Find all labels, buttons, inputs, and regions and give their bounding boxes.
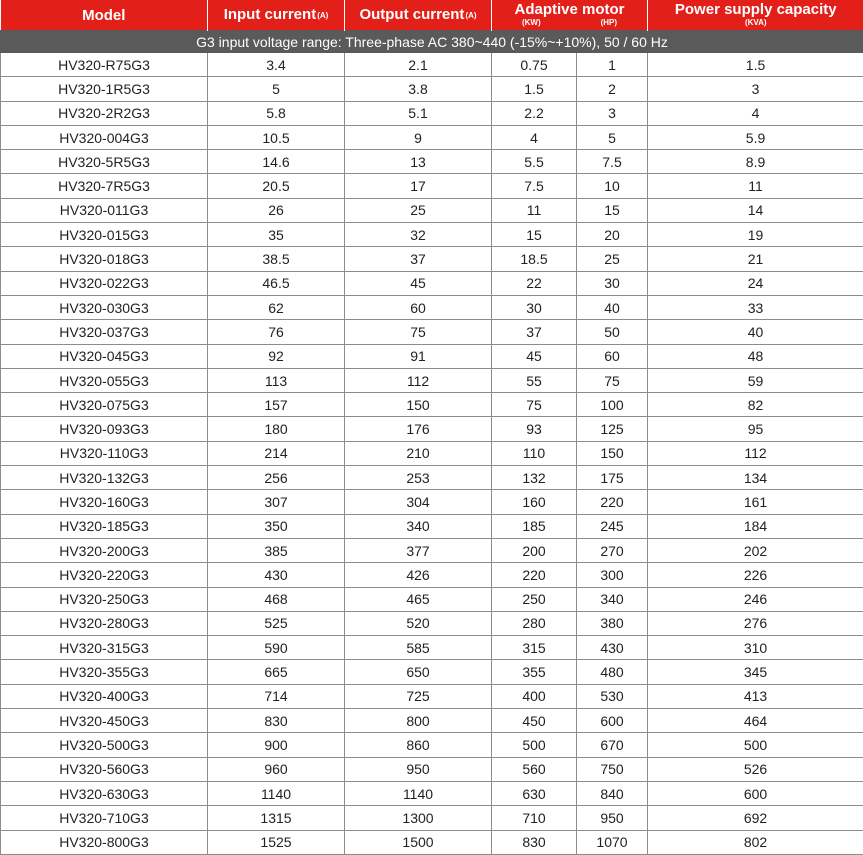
cell-output-current: 9 [345,125,492,149]
cell-output-current: 1500 [345,830,492,854]
cell-input-current: 214 [208,441,345,465]
cell-model: HV320-045G3 [1,344,208,368]
cell-output-current: 426 [345,563,492,587]
cell-input-current: 35 [208,223,345,247]
cell-motor-hp: 480 [577,660,648,684]
table-row [1,368,863,392]
cell-kva: 1.5 [648,53,863,77]
cell-output-current: 3.8 [345,77,492,101]
cell-motor-hp: 30 [577,271,648,295]
hp-unit: (HP) [601,18,617,27]
kw-unit: (KW) [522,18,541,27]
cell-output-current: 176 [345,417,492,441]
table-row [1,53,863,77]
table-row [1,709,863,733]
cell-input-current: 525 [208,611,345,635]
cell-model: HV320-018G3 [1,247,208,271]
cell-output-current: 60 [345,295,492,319]
cell-motor-hp: 220 [577,490,648,514]
cell-kva: 345 [648,660,863,684]
cell-motor-hp: 530 [577,684,648,708]
cell-input-current: 3.4 [208,53,345,77]
cell-kva: 246 [648,587,863,611]
table-row [1,514,863,538]
cell-motor-hp: 175 [577,466,648,490]
table-row [1,466,863,490]
table-row [1,490,863,514]
cell-motor-kw: 4 [492,125,577,149]
table-body [1,53,863,855]
cell-motor-hp: 150 [577,441,648,465]
cell-motor-kw: 75 [492,393,577,417]
table-row [1,271,863,295]
header-output-current: Output current(A) [345,0,492,31]
table-row [1,563,863,587]
cell-motor-kw: 560 [492,757,577,781]
cell-kva: 95 [648,417,863,441]
cell-input-current: 1525 [208,830,345,854]
output-unit: (A) [465,11,476,20]
cell-input-current: 62 [208,295,345,319]
cell-model: HV320-355G3 [1,660,208,684]
cell-motor-kw: 132 [492,466,577,490]
cell-input-current: 307 [208,490,345,514]
cell-model: HV320-7R5G3 [1,174,208,198]
cell-output-current: 25 [345,198,492,222]
cell-model: HV320-800G3 [1,830,208,854]
cell-motor-kw: 630 [492,781,577,805]
cell-kva: 500 [648,733,863,757]
table-row [1,101,863,125]
cell-motor-kw: 1.5 [492,77,577,101]
table-row [1,781,863,805]
cell-motor-kw: 185 [492,514,577,538]
cell-kva: 112 [648,441,863,465]
cell-motor-kw: 830 [492,830,577,854]
cell-input-current: 350 [208,514,345,538]
cell-input-current: 1315 [208,806,345,830]
cell-motor-hp: 600 [577,709,648,733]
table-row [1,223,863,247]
cell-motor-kw: 30 [492,295,577,319]
table-header [1,0,863,31]
cell-input-current: 590 [208,636,345,660]
cell-model: HV320-2R2G3 [1,101,208,125]
cell-kva: 4 [648,101,863,125]
cell-motor-hp: 1070 [577,830,648,854]
cell-input-current: 20.5 [208,174,345,198]
cell-input-current: 46.5 [208,271,345,295]
cell-input-current: 180 [208,417,345,441]
cell-model: HV320-400G3 [1,684,208,708]
cell-motor-hp: 75 [577,368,648,392]
cell-model: HV320-710G3 [1,806,208,830]
cell-model: HV320-011G3 [1,198,208,222]
cell-output-current: 585 [345,636,492,660]
cell-motor-hp: 430 [577,636,648,660]
cell-motor-kw: 450 [492,709,577,733]
cell-model: HV320-315G3 [1,636,208,660]
cell-motor-kw: 220 [492,563,577,587]
cell-model: HV320-200G3 [1,538,208,562]
cell-model: HV320-1R5G3 [1,77,208,101]
cell-kva: 21 [648,247,863,271]
cell-input-current: 665 [208,660,345,684]
table-row [1,150,863,174]
cell-motor-hp: 10 [577,174,648,198]
table-row [1,295,863,319]
cell-kva: 11 [648,174,863,198]
cell-motor-kw: 280 [492,611,577,635]
cell-motor-kw: 15 [492,223,577,247]
voltage-range-band: G3 input voltage range: Three-phase AC 380~440 (-15%~+10%), 50 / 60 Hz [1,31,863,53]
cell-input-current: 92 [208,344,345,368]
header-adaptive-motor: Adaptive motor (KW) (HP) [492,0,648,31]
cell-output-current: 2.1 [345,53,492,77]
table-row [1,77,863,101]
table-row [1,198,863,222]
cell-kva: 600 [648,781,863,805]
cell-motor-hp: 245 [577,514,648,538]
table-row [1,417,863,441]
cell-motor-kw: 45 [492,344,577,368]
cell-kva: 310 [648,636,863,660]
cell-model: HV320-075G3 [1,393,208,417]
cell-output-current: 17 [345,174,492,198]
cell-output-current: 45 [345,271,492,295]
cell-motor-kw: 200 [492,538,577,562]
table-row [1,125,863,149]
cell-motor-kw: 400 [492,684,577,708]
cell-kva: 413 [648,684,863,708]
table-row [1,174,863,198]
cell-input-current: 830 [208,709,345,733]
cell-motor-hp: 20 [577,223,648,247]
table-row [1,344,863,368]
cell-model: HV320-037G3 [1,320,208,344]
cell-output-current: 950 [345,757,492,781]
cell-motor-kw: 7.5 [492,174,577,198]
cell-output-current: 340 [345,514,492,538]
cell-motor-hp: 60 [577,344,648,368]
table-row [1,830,863,854]
cell-kva: 526 [648,757,863,781]
cell-input-current: 385 [208,538,345,562]
cell-motor-hp: 380 [577,611,648,635]
header-input-current: Input current(A) [208,0,345,31]
cell-motor-hp: 340 [577,587,648,611]
table-row [1,538,863,562]
cell-motor-hp: 270 [577,538,648,562]
cell-model: HV320-055G3 [1,368,208,392]
cell-kva: 464 [648,709,863,733]
cell-model: HV320-022G3 [1,271,208,295]
cell-motor-hp: 50 [577,320,648,344]
cell-input-current: 10.5 [208,125,345,149]
cell-input-current: 26 [208,198,345,222]
cell-motor-hp: 840 [577,781,648,805]
cell-input-current: 430 [208,563,345,587]
cell-output-current: 75 [345,320,492,344]
table-row [1,660,863,684]
cell-output-current: 860 [345,733,492,757]
cell-motor-hp: 100 [577,393,648,417]
cell-motor-kw: 22 [492,271,577,295]
cell-kva: 59 [648,368,863,392]
cell-motor-hp: 950 [577,806,648,830]
cell-kva: 802 [648,830,863,854]
cell-input-current: 5.8 [208,101,345,125]
cell-kva: 19 [648,223,863,247]
cell-input-current: 1140 [208,781,345,805]
kva-unit: (KVA) [745,18,767,27]
cell-kva: 226 [648,563,863,587]
cell-motor-kw: 37 [492,320,577,344]
table-row [1,684,863,708]
cell-output-current: 520 [345,611,492,635]
cell-model: HV320-5R5G3 [1,150,208,174]
cell-output-current: 1300 [345,806,492,830]
header-power-supply: Power supply capacity (KVA) [648,0,863,31]
cell-input-current: 468 [208,587,345,611]
header-model: Model [1,0,208,31]
table-row [1,757,863,781]
cell-motor-kw: 11 [492,198,577,222]
cell-model: HV320-630G3 [1,781,208,805]
cell-kva: 692 [648,806,863,830]
cell-model: HV320-030G3 [1,295,208,319]
cell-kva: 184 [648,514,863,538]
cell-motor-kw: 500 [492,733,577,757]
cell-kva: 8.9 [648,150,863,174]
cell-output-current: 1140 [345,781,492,805]
table-row [1,587,863,611]
cell-motor-kw: 93 [492,417,577,441]
cell-output-current: 465 [345,587,492,611]
table-row [1,806,863,830]
cell-output-current: 377 [345,538,492,562]
cell-motor-hp: 1 [577,53,648,77]
cell-kva: 33 [648,295,863,319]
cell-kva: 14 [648,198,863,222]
cell-output-current: 800 [345,709,492,733]
cell-kva: 48 [648,344,863,368]
cell-output-current: 13 [345,150,492,174]
cell-motor-hp: 40 [577,295,648,319]
table-row [1,320,863,344]
table-row [1,441,863,465]
cell-motor-hp: 5 [577,125,648,149]
cell-output-current: 210 [345,441,492,465]
cell-motor-hp: 125 [577,417,648,441]
cell-model: HV320-004G3 [1,125,208,149]
cell-output-current: 150 [345,393,492,417]
cell-model: HV320-132G3 [1,466,208,490]
cell-model: HV320-220G3 [1,563,208,587]
cell-motor-hp: 25 [577,247,648,271]
cell-motor-kw: 18.5 [492,247,577,271]
cell-model: HV320-560G3 [1,757,208,781]
cell-motor-kw: 2.2 [492,101,577,125]
cell-model: HV320-093G3 [1,417,208,441]
cell-input-current: 960 [208,757,345,781]
table-row [1,636,863,660]
input-unit: (A) [317,11,328,20]
cell-motor-hp: 2 [577,77,648,101]
table-row [1,247,863,271]
cell-input-current: 714 [208,684,345,708]
table-row [1,611,863,635]
cell-kva: 40 [648,320,863,344]
cell-input-current: 113 [208,368,345,392]
cell-output-current: 650 [345,660,492,684]
cell-kva: 161 [648,490,863,514]
cell-model: HV320-250G3 [1,587,208,611]
cell-output-current: 91 [345,344,492,368]
cell-kva: 24 [648,271,863,295]
cell-model: HV320-110G3 [1,441,208,465]
cell-motor-kw: 110 [492,441,577,465]
cell-output-current: 5.1 [345,101,492,125]
cell-motor-hp: 3 [577,101,648,125]
cell-model: HV320-450G3 [1,709,208,733]
cell-motor-hp: 750 [577,757,648,781]
cell-kva: 82 [648,393,863,417]
cell-input-current: 76 [208,320,345,344]
cell-input-current: 5 [208,77,345,101]
cell-input-current: 157 [208,393,345,417]
cell-motor-kw: 5.5 [492,150,577,174]
cell-motor-kw: 160 [492,490,577,514]
cell-model: HV320-015G3 [1,223,208,247]
cell-input-current: 256 [208,466,345,490]
cell-kva: 276 [648,611,863,635]
cell-motor-hp: 15 [577,198,648,222]
cell-kva: 3 [648,77,863,101]
table-row [1,393,863,417]
cell-model: HV320-280G3 [1,611,208,635]
table-row [1,733,863,757]
cell-kva: 5.9 [648,125,863,149]
cell-input-current: 14.6 [208,150,345,174]
cell-motor-hp: 300 [577,563,648,587]
cell-model: HV320-160G3 [1,490,208,514]
cell-motor-kw: 55 [492,368,577,392]
cell-model: HV320-R75G3 [1,53,208,77]
cell-input-current: 38.5 [208,247,345,271]
cell-model: HV320-500G3 [1,733,208,757]
cell-output-current: 253 [345,466,492,490]
cell-motor-kw: 710 [492,806,577,830]
cell-kva: 134 [648,466,863,490]
cell-kva: 202 [648,538,863,562]
cell-motor-kw: 355 [492,660,577,684]
cell-motor-kw: 250 [492,587,577,611]
cell-motor-kw: 0.75 [492,53,577,77]
cell-output-current: 32 [345,223,492,247]
cell-output-current: 304 [345,490,492,514]
cell-motor-hp: 7.5 [577,150,648,174]
cell-input-current: 900 [208,733,345,757]
cell-output-current: 725 [345,684,492,708]
cell-model: HV320-185G3 [1,514,208,538]
cell-output-current: 37 [345,247,492,271]
cell-output-current: 112 [345,368,492,392]
cell-motor-kw: 315 [492,636,577,660]
cell-motor-hp: 670 [577,733,648,757]
